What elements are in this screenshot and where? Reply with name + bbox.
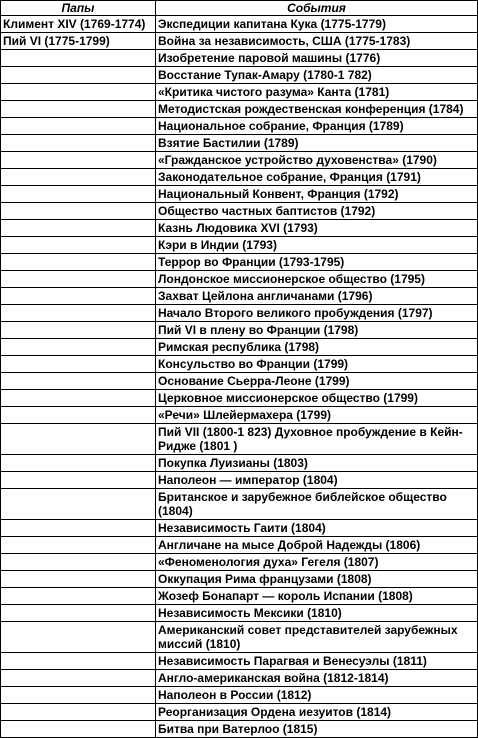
pope-cell xyxy=(1,322,156,339)
table-row xyxy=(1,653,478,670)
pope-cell xyxy=(1,704,156,721)
table-row xyxy=(1,588,478,605)
table-row xyxy=(1,455,478,472)
table-row xyxy=(1,605,478,622)
table-row xyxy=(1,186,478,203)
table-row xyxy=(1,356,478,373)
pope-cell xyxy=(1,653,156,670)
table-row xyxy=(1,169,478,186)
table-row xyxy=(1,16,478,33)
table-row xyxy=(1,622,478,653)
pope-cell xyxy=(1,203,156,220)
event-cell: Изобретение паровой машины (1776) xyxy=(156,50,478,67)
event-cell: Наполеон — император (1804) xyxy=(156,472,478,489)
table-row xyxy=(1,704,478,721)
pope-cell xyxy=(1,356,156,373)
event-cell: Национальное собрание, Франция (1789) xyxy=(156,118,478,135)
pope-cell xyxy=(1,271,156,288)
event-cell: «Феноменология духа» Гегеля (1807) xyxy=(156,554,478,571)
event-cell: Основание Сьерра-Леоне (1799) xyxy=(156,373,478,390)
pope-cell xyxy=(1,472,156,489)
event-cell: Взятие Бастилии (1789) xyxy=(156,135,478,152)
pope-cell xyxy=(1,571,156,588)
event-cell: Независимость Гаити (1804) xyxy=(156,520,478,537)
event-cell: Общество частных баптистов (1792) xyxy=(156,203,478,220)
table-row xyxy=(1,33,478,50)
pope-cell xyxy=(1,254,156,271)
event-cell: «Критика чистого разума» Канта (1781) xyxy=(156,84,478,101)
pope-cell xyxy=(1,455,156,472)
table-row xyxy=(1,288,478,305)
table-row xyxy=(1,84,478,101)
table-row xyxy=(1,135,478,152)
event-cell: Экспедиции капитана Кука (1775-1779) xyxy=(156,16,478,33)
header-events: События xyxy=(156,1,478,16)
event-cell: Оккупация Рима французами (1808) xyxy=(156,571,478,588)
event-cell: Национальный Конвент, Франция (1792) xyxy=(156,186,478,203)
pope-cell: Пий VI (1775-1799) xyxy=(1,33,156,50)
pope-cell xyxy=(1,220,156,237)
pope-cell xyxy=(1,424,156,455)
pope-cell xyxy=(1,537,156,554)
pope-cell xyxy=(1,622,156,653)
event-cell: Война за независимость, США (1775-1783) xyxy=(156,33,478,50)
event-cell: «Речи» Шлейермахера (1799) xyxy=(156,407,478,424)
event-cell: Террор во Франции (1793-1795) xyxy=(156,254,478,271)
pope-cell xyxy=(1,588,156,605)
table-row xyxy=(1,554,478,571)
pope-cell xyxy=(1,407,156,424)
pope-cell xyxy=(1,305,156,322)
table-row xyxy=(1,237,478,254)
header-popes: Папы xyxy=(1,1,156,16)
pope-cell xyxy=(1,135,156,152)
table-row xyxy=(1,305,478,322)
table-row xyxy=(1,721,478,738)
pope-cell xyxy=(1,373,156,390)
pope-cell xyxy=(1,605,156,622)
pope-cell xyxy=(1,687,156,704)
table-row xyxy=(1,390,478,407)
table-row xyxy=(1,424,478,455)
table-row xyxy=(1,118,478,135)
table-row xyxy=(1,407,478,424)
pope-cell xyxy=(1,50,156,67)
event-cell: Захват Цейлона англичанами (1796) xyxy=(156,288,478,305)
table-row xyxy=(1,220,478,237)
pope-cell xyxy=(1,152,156,169)
event-cell: Методистская рождественская конференция (1784) xyxy=(156,101,478,118)
event-cell: Наполеон в России (1812) xyxy=(156,687,478,704)
event-cell: Пий VII (1800-1 823) Духовное пробуждение в Кейн-Ридже (1801 ) xyxy=(156,424,478,455)
event-cell: Кэри в Индии (1793) xyxy=(156,237,478,254)
table-row xyxy=(1,203,478,220)
table-row xyxy=(1,50,478,67)
event-cell: Американский совет представителей зарубежных миссий (1810) xyxy=(156,622,478,653)
table-row xyxy=(1,489,478,520)
pope-cell xyxy=(1,520,156,537)
pope-cell xyxy=(1,237,156,254)
table-row xyxy=(1,537,478,554)
pope-cell xyxy=(1,489,156,520)
pope-cell xyxy=(1,186,156,203)
event-cell: Покупка Луизианы (1803) xyxy=(156,455,478,472)
table-row xyxy=(1,472,478,489)
event-cell: Независимость Парагвая и Венесуэлы (1811) xyxy=(156,653,478,670)
pope-cell xyxy=(1,67,156,84)
pope-cell xyxy=(1,554,156,571)
event-cell: Жозеф Бонапарт — король Испании (1808) xyxy=(156,588,478,605)
event-cell: Англичане на мысе Доброй Надежды (1806) xyxy=(156,537,478,554)
table-row xyxy=(1,271,478,288)
event-cell: Законодательное собрание, Франция (1791) xyxy=(156,169,478,186)
pope-cell xyxy=(1,670,156,687)
table-row xyxy=(1,67,478,84)
pope-cell xyxy=(1,84,156,101)
pope-cell: Климент XIV (1769-1774) xyxy=(1,16,156,33)
table-row xyxy=(1,254,478,271)
table-row xyxy=(1,571,478,588)
event-cell: Пий VI в плену во Франции (1798) xyxy=(156,322,478,339)
table-row xyxy=(1,687,478,704)
pope-cell xyxy=(1,288,156,305)
table-body xyxy=(1,16,478,738)
table-row xyxy=(1,101,478,118)
pope-cell xyxy=(1,721,156,738)
table-row xyxy=(1,520,478,537)
event-cell: Казнь Людовика XVI (1793) xyxy=(156,220,478,237)
event-cell: Независимость Мексики (1810) xyxy=(156,605,478,622)
table-row xyxy=(1,670,478,687)
event-cell: Реорганизация Ордена иезуитов (1814) xyxy=(156,704,478,721)
event-cell: Лондонское миссионерское общество (1795) xyxy=(156,271,478,288)
table-row xyxy=(1,322,478,339)
header-row xyxy=(1,1,478,16)
pope-cell xyxy=(1,339,156,356)
pope-cell xyxy=(1,169,156,186)
pope-cell xyxy=(1,118,156,135)
event-cell: Начало Второго великого пробуждения (1797) xyxy=(156,305,478,322)
pope-cell xyxy=(1,101,156,118)
table-row xyxy=(1,373,478,390)
event-cell: Консульство во Франции (1799) xyxy=(156,356,478,373)
event-cell: Британское и зарубежное библейское общество (1804) xyxy=(156,489,478,520)
table-row xyxy=(1,339,478,356)
event-cell: Римская республика (1798) xyxy=(156,339,478,356)
table-row xyxy=(1,152,478,169)
pope-cell xyxy=(1,390,156,407)
event-cell: Англо-американская война (1812-1814) xyxy=(156,670,478,687)
event-cell: Восстание Тупак-Амару (1780-1 782) xyxy=(156,67,478,84)
event-cell: «Гражданское устройство духовенства» (1790) xyxy=(156,152,478,169)
event-cell: Церковное миссионерское общество (1799) xyxy=(156,390,478,407)
event-cell: Битва при Ватерлоо (1815) xyxy=(156,721,478,738)
